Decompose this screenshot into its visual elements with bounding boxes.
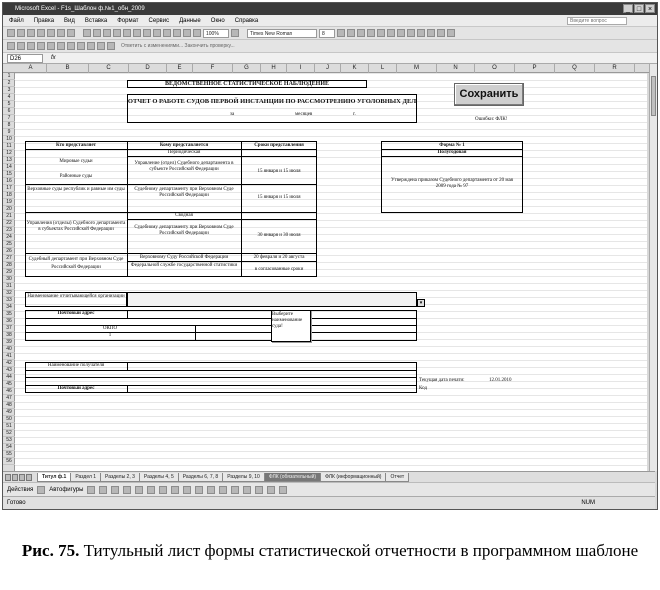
okpo-digit: 1 xyxy=(108,333,112,338)
row-header-32[interactable]: 32 xyxy=(3,290,15,297)
row-header-51[interactable]: 51 xyxy=(3,423,15,430)
spelling-icon[interactable] xyxy=(67,29,75,37)
col-header-k[interactable]: K xyxy=(341,64,369,73)
form-number: Форма № 1 xyxy=(439,143,465,148)
row-header-1[interactable]: 1 xyxy=(3,73,15,80)
fx-icon[interactable]: fx xyxy=(51,55,56,61)
row-header-18[interactable]: 18 xyxy=(3,192,15,199)
vertical-scrollbar[interactable] xyxy=(649,64,657,471)
close-button[interactable]: × xyxy=(645,4,655,13)
row-header-43[interactable]: 43 xyxy=(3,367,15,374)
col-header-j[interactable]: J xyxy=(315,64,341,73)
row-header-39[interactable]: 39 xyxy=(3,339,15,346)
textbox-icon[interactable] xyxy=(135,486,143,494)
font-color-icon[interactable] xyxy=(447,29,455,37)
postal-address-label-2: Почтовый адрес xyxy=(57,386,95,391)
first-sheet-icon[interactable] xyxy=(5,474,11,481)
period-za: за xyxy=(230,112,235,117)
menu-help[interactable]: Справка xyxy=(234,18,259,24)
col-header-c[interactable]: C xyxy=(89,64,129,73)
caption-figure-number: Рис. 75. xyxy=(21,541,80,560)
review-icon-4[interactable] xyxy=(37,42,45,50)
line-icon[interactable] xyxy=(87,486,95,494)
row-header-4[interactable]: 4 xyxy=(3,94,15,101)
menu-window[interactable]: Окно xyxy=(210,18,225,24)
oval-icon[interactable] xyxy=(123,486,131,494)
percent-icon[interactable] xyxy=(417,29,425,37)
row-header-13[interactable]: 13 xyxy=(3,157,15,164)
undo-icon[interactable] xyxy=(123,29,131,37)
th-to-whom: Кому представляется xyxy=(159,143,209,148)
row-header-55[interactable]: 55 xyxy=(3,451,15,458)
row-header-42[interactable]: 42 xyxy=(3,360,15,367)
help-icon[interactable] xyxy=(231,29,239,37)
tab-title[interactable]: Титул ф.1 xyxy=(37,473,71,482)
fill-icon[interactable] xyxy=(195,486,203,494)
fill-color-icon[interactable] xyxy=(437,29,445,37)
approval-text: Утверждена приказом Судебного департамента от 20 мая 2009 года № 97 xyxy=(391,178,513,189)
row-header-2[interactable]: 2 xyxy=(3,80,15,87)
arrow-style-icon[interactable] xyxy=(255,486,263,494)
row-header-56[interactable]: 56 xyxy=(3,458,15,465)
row-header-20[interactable]: 20 xyxy=(3,206,15,213)
formula-bar xyxy=(3,53,657,64)
row-header-35[interactable]: 35 xyxy=(3,311,15,318)
row-header-31[interactable]: 31 xyxy=(3,283,15,290)
format-painter-icon[interactable] xyxy=(113,29,121,37)
tab-flk-mandatory[interactable]: ФЛК (обязательный) xyxy=(264,473,321,482)
diagram-icon[interactable] xyxy=(159,486,167,494)
review-reply-link[interactable]: Ответить с изменениями... Закончить проверку... xyxy=(121,43,235,49)
row-header-3[interactable]: 3 xyxy=(3,87,15,94)
col-header-l[interactable]: L xyxy=(369,64,397,73)
errors-label[interactable]: Ошибки: ФЛК! xyxy=(475,117,508,122)
to-department: Управление (отдел) Судебного департамента в субъекте Российской Федерации xyxy=(134,161,234,172)
sort-asc-icon[interactable] xyxy=(163,29,171,37)
row-header-49[interactable]: 49 xyxy=(3,409,15,416)
save-icon[interactable] xyxy=(27,29,35,37)
tab-flk-info[interactable]: ФЛК (информационный) xyxy=(320,473,386,482)
deadline-4: 20 февраля и 20 августа xyxy=(253,255,305,260)
review-icon-8[interactable] xyxy=(77,42,85,50)
review-icon-10[interactable] xyxy=(97,42,105,50)
actions-menu[interactable]: Действия xyxy=(7,486,34,493)
col-header-f[interactable]: F xyxy=(193,64,233,73)
review-icon-1[interactable] xyxy=(7,42,15,50)
row-header-17[interactable]: 17 xyxy=(3,185,15,192)
form-type: Полугодовая xyxy=(437,150,467,155)
row-header-21[interactable]: 21 xyxy=(3,213,15,220)
col-header-b[interactable]: B xyxy=(47,64,89,73)
tab-sections-6-7-8[interactable]: Разделы 6, 7, 8 xyxy=(178,473,223,482)
excel-window xyxy=(2,2,658,510)
arrow-icon[interactable] xyxy=(99,486,107,494)
menu-tools[interactable]: Сервис xyxy=(148,18,170,24)
bold-icon[interactable] xyxy=(337,29,345,37)
status-bar xyxy=(3,496,655,509)
row-header-22[interactable]: 22 xyxy=(3,220,15,227)
permission-icon[interactable] xyxy=(37,29,45,37)
org-name-label: Наименование отчитывающейся организации xyxy=(27,294,125,299)
col-header-p[interactable]: P xyxy=(515,64,555,73)
row-header-52[interactable]: 52 xyxy=(3,430,15,437)
who-supreme-republic: Верховные суды республик и равные им суды xyxy=(27,187,125,192)
window-title: Microsoft Excel - F1s_Шаблон ф.№1_обн_2009 xyxy=(15,6,145,12)
minimize-button[interactable]: _ xyxy=(623,4,633,13)
row-header-46[interactable]: 46 xyxy=(3,388,15,395)
last-sheet-icon[interactable] xyxy=(26,474,32,481)
review-icon-2[interactable] xyxy=(17,42,25,50)
period-month: месяцев xyxy=(295,112,313,117)
col-header-g[interactable]: G xyxy=(233,64,261,73)
font-color-draw-icon[interactable] xyxy=(219,486,227,494)
col-header-o[interactable]: O xyxy=(475,64,515,73)
sort-desc-icon[interactable] xyxy=(173,29,181,37)
current-date-value: 12.01.2010 xyxy=(489,378,512,383)
deadline-5: в согласованные сроки xyxy=(254,267,304,272)
report-title: ОТЧЕТ О РАБОТЕ СУДОВ ПЕРВОЙ ИНСТАНЦИИ ПО РАССМОТРЕНИЮ УГОЛОВНЫХ ДЕЛ xyxy=(127,98,417,105)
merge-icon[interactable] xyxy=(397,29,405,37)
redo-icon[interactable] xyxy=(133,29,141,37)
row-header-47[interactable]: 47 xyxy=(3,395,15,402)
th-who: Кто представляет xyxy=(55,143,97,148)
row-header-14[interactable]: 14 xyxy=(3,164,15,171)
name-box[interactable]: D26 xyxy=(7,54,43,63)
col-header-h[interactable]: H xyxy=(261,64,287,73)
row-header-50[interactable]: 50 xyxy=(3,416,15,423)
review-icon-11[interactable] xyxy=(107,42,115,50)
clipart-icon[interactable] xyxy=(171,486,179,494)
menu-view[interactable]: Вид xyxy=(64,18,75,24)
row-header-36[interactable]: 36 xyxy=(3,318,15,325)
org-name-field[interactable] xyxy=(127,292,417,307)
zoom-select[interactable]: 100% xyxy=(203,29,229,38)
postal-address-label: Почтовый адрес xyxy=(57,311,95,316)
row-header-8[interactable]: 8 xyxy=(3,122,15,129)
menu-data[interactable]: Данные xyxy=(179,18,201,24)
menu-bar xyxy=(3,15,657,27)
autosum-icon[interactable] xyxy=(153,29,161,37)
hyperlink-icon[interactable] xyxy=(143,29,151,37)
title-bar xyxy=(3,3,657,15)
scroll-thumb[interactable] xyxy=(651,76,656,116)
row-header-44[interactable]: 44 xyxy=(3,374,15,381)
col-header-d[interactable]: D xyxy=(129,64,167,73)
3d-icon[interactable] xyxy=(279,486,287,494)
copy-icon[interactable] xyxy=(93,29,101,37)
row-header-19[interactable]: 19 xyxy=(3,199,15,206)
row-header-45[interactable]: 45 xyxy=(3,381,15,388)
row-header-16[interactable]: 16 xyxy=(3,178,15,185)
row-header-34[interactable]: 34 xyxy=(3,304,15,311)
tab-sections-4-5[interactable]: Разделы 4, 5 xyxy=(139,473,179,482)
row-header-12[interactable]: 12 xyxy=(3,150,15,157)
menu-format[interactable]: Формат xyxy=(117,18,139,24)
review-icon-6[interactable] xyxy=(57,42,65,50)
figure-caption xyxy=(0,540,660,562)
col-header-i[interactable]: I xyxy=(287,64,315,73)
col-header-n[interactable]: N xyxy=(437,64,475,73)
row-header-54[interactable]: 54 xyxy=(3,444,15,451)
row-header-24[interactable]: 24 xyxy=(3,234,15,241)
row-header-25[interactable]: 25 xyxy=(3,241,15,248)
align-center-icon[interactable] xyxy=(377,29,385,37)
row-header-5[interactable]: 5 xyxy=(3,101,15,108)
org-name-dropdown-icon[interactable]: ▾ xyxy=(417,299,425,307)
align-left-icon[interactable] xyxy=(367,29,375,37)
row-header-29[interactable]: 29 xyxy=(3,269,15,276)
paste-icon[interactable] xyxy=(103,29,111,37)
section-summary: Сводная xyxy=(175,213,193,218)
next-sheet-icon[interactable] xyxy=(19,474,25,481)
okpo-label: ОКПО xyxy=(102,326,118,331)
row-header xyxy=(3,73,15,471)
row-header-33[interactable]: 33 xyxy=(3,297,15,304)
row-header-30[interactable]: 30 xyxy=(3,276,15,283)
maximize-button[interactable]: □ xyxy=(634,4,644,13)
row-header-7[interactable]: 7 xyxy=(3,115,15,122)
deadline-3: 30 января и 30 июля xyxy=(257,233,301,238)
deadline-1: 15 января и 15 июля xyxy=(257,169,301,174)
standard-toolbar xyxy=(3,27,657,40)
caption-text: Титульный лист формы статистической отчетности в программном шаблоне xyxy=(83,541,639,560)
font-size-select[interactable]: 8 xyxy=(319,29,335,38)
col-header-q[interactable]: Q xyxy=(555,64,595,73)
help-search-input[interactable]: Введите вопрос xyxy=(567,17,627,25)
status-ready: Готово xyxy=(7,500,26,506)
review-icon-3[interactable] xyxy=(27,42,35,50)
cut-icon[interactable] xyxy=(83,29,91,37)
current-date-label: Текущая дата печати: xyxy=(419,378,465,383)
row-header-11[interactable]: 11 xyxy=(3,143,15,150)
drawing-toolbar xyxy=(3,482,655,496)
code-label: Код xyxy=(419,386,427,391)
open-icon[interactable] xyxy=(17,29,25,37)
print-icon[interactable] xyxy=(47,29,55,37)
tab-sections-9-10[interactable]: Разделы 9, 10 xyxy=(222,473,265,482)
picture-icon[interactable] xyxy=(183,486,191,494)
row-header-41[interactable]: 41 xyxy=(3,353,15,360)
row-header-27[interactable]: 27 xyxy=(3,255,15,262)
review-icon-9[interactable] xyxy=(87,42,95,50)
who-magistrates: Мировые судьи xyxy=(59,159,93,164)
save-button[interactable]: Сохранить xyxy=(454,83,524,106)
select-objects-icon[interactable] xyxy=(37,486,45,494)
row-header-10[interactable]: 10 xyxy=(3,136,15,143)
deadline-2: 15 января и 15 июля xyxy=(257,195,301,200)
chart-icon[interactable] xyxy=(183,29,191,37)
tab-section-1[interactable]: Раздел 1 xyxy=(70,473,101,482)
borders-icon[interactable] xyxy=(427,29,435,37)
row-header-40[interactable]: 40 xyxy=(3,346,15,353)
drawing-icon[interactable] xyxy=(193,29,201,37)
section-periodic: Периодическая xyxy=(167,150,201,155)
italic-icon[interactable] xyxy=(347,29,355,37)
new-icon[interactable] xyxy=(7,29,15,37)
to-supreme-court: Верховному Суду Российской Федерации xyxy=(139,255,229,260)
align-right-icon[interactable] xyxy=(387,29,395,37)
review-icon-5[interactable] xyxy=(47,42,55,50)
review-toolbar xyxy=(3,40,657,53)
dropdown-hint: Выберите наименование суда! xyxy=(272,312,303,329)
tab-report[interactable]: Отчет xyxy=(385,473,409,482)
row-header-53[interactable]: 53 xyxy=(3,437,15,444)
column-header xyxy=(3,64,655,73)
review-icon-7[interactable] xyxy=(67,42,75,50)
who-district-courts: Районные суды xyxy=(59,174,93,179)
row-header-15[interactable]: 15 xyxy=(3,171,15,178)
row-header-26[interactable]: 26 xyxy=(3,248,15,255)
who-departments: Управления (отделы) Судебного департамента в субъектах Российской Федерации xyxy=(26,221,126,232)
sheet-tabs-bar xyxy=(3,471,655,482)
menu-edit[interactable]: Правка xyxy=(33,18,55,24)
col-header-m[interactable]: M xyxy=(397,64,437,73)
period-year: г. xyxy=(353,112,356,117)
dash-style-icon[interactable] xyxy=(243,486,251,494)
row-header-9[interactable]: 9 xyxy=(3,129,15,136)
menu-insert[interactable]: Вставка xyxy=(84,18,108,24)
col-header-a[interactable]: A xyxy=(15,64,47,73)
to-statistics-service: Федеральной службе государственной статистики xyxy=(130,263,238,268)
row-header-38[interactable]: 38 xyxy=(3,332,15,339)
row-header-6[interactable]: 6 xyxy=(3,108,15,115)
underline-icon[interactable] xyxy=(357,29,365,37)
col-header-e[interactable]: E xyxy=(167,64,193,73)
row-header-37[interactable]: 37 xyxy=(3,325,15,332)
line-color-icon[interactable] xyxy=(207,486,215,494)
who-judicial-department: Судебный департамент при Верховном Суде Российской Федерации xyxy=(28,257,124,270)
th-deadlines: Сроки представления xyxy=(254,143,304,148)
line-style-icon[interactable] xyxy=(231,486,239,494)
currency-icon[interactable] xyxy=(407,29,415,37)
worksheet[interactable] xyxy=(15,73,647,471)
wordart-icon[interactable] xyxy=(147,486,155,494)
observation-header: ВЕДОМСТВЕННОЕ СТАТИСТИЧЕСКОЕ НАБЛЮДЕНИЕ xyxy=(165,81,329,87)
row-header-28[interactable]: 28 xyxy=(3,262,15,269)
preview-icon[interactable] xyxy=(57,29,65,37)
tab-sections-2-3[interactable]: Разделы 2, 3 xyxy=(100,473,140,482)
prev-sheet-icon[interactable] xyxy=(12,474,18,481)
autoshapes-menu[interactable]: Автофигуры xyxy=(49,486,84,493)
rectangle-icon[interactable] xyxy=(111,486,119,494)
shadow-icon[interactable] xyxy=(267,486,275,494)
row-header-23[interactable]: 23 xyxy=(3,227,15,234)
font-name-select[interactable]: Times New Roman xyxy=(247,29,317,38)
to-judicial-dept-1: Судебному департаменту при Верховном Суде Российской Федерации xyxy=(134,187,234,198)
col-header-r[interactable]: R xyxy=(595,64,635,73)
to-judicial-dept-2: Судебному департаменту при Верховном Суде Российской Федерации xyxy=(134,225,234,236)
row-header-48[interactable]: 48 xyxy=(3,402,15,409)
status-num: NUM xyxy=(581,500,595,506)
menu-file[interactable]: Файл xyxy=(9,18,24,24)
recipient-label: Наименование получателя xyxy=(47,363,105,368)
